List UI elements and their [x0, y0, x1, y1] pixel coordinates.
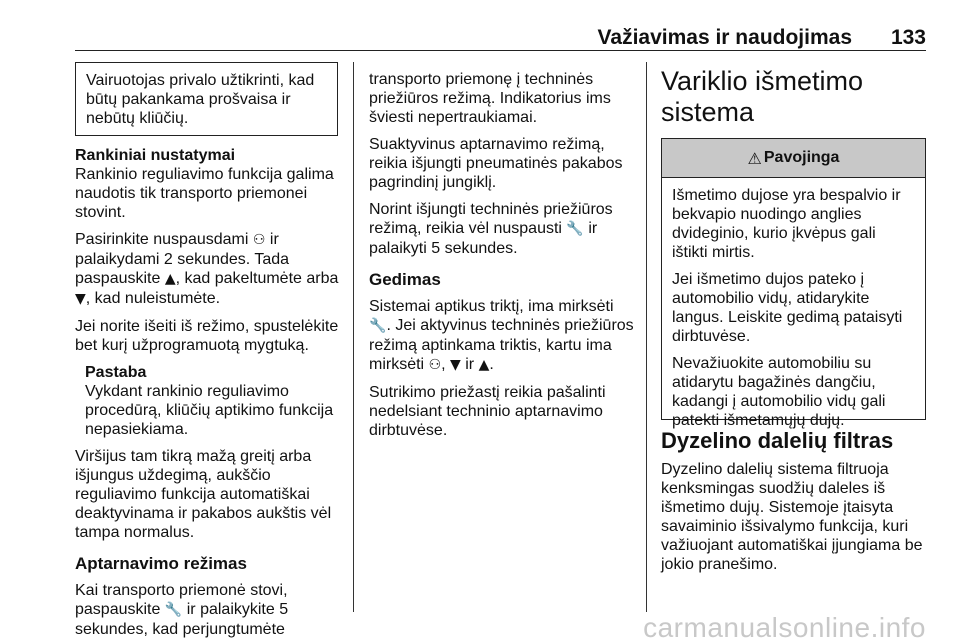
dpf-heading: Dyzelino dalelių filtras	[661, 428, 894, 453]
arrow-down-icon: ▼	[75, 291, 86, 307]
manual-paragraph-3: Jei norite išeiti iš režimo, spustelėkite bet kurį užprogramuotą mygtuką.	[75, 318, 339, 354]
column-1	[75, 146, 343, 639]
repair-paragraph: Sutrikimo priežastį reikia pašalinti nedelsiant techninio aptarnavimo dirbtuvėse.	[369, 384, 606, 439]
warning-body	[662, 178, 925, 446]
dpf-paragraph: Dyzelino dalelių sistema filtruoja kenksmingas suodžių daleles iš išmetimo dujų. Sistemoje įtaisyta savaiminio išsivalymo funkcija, kuri važiuojant automatiškai įjungiama be jokio pranešimo.	[661, 461, 923, 573]
arrow-up-icon: ▲	[164, 271, 176, 287]
service-heading: Aptarnavimo režimas	[75, 554, 247, 573]
warning-paragraph-3: Nevažiuokite automobiliu su atidarytu bagažinės dangčiu, kadangi į automobilio vidų gali patekti išmetamųjų dujų.	[672, 355, 886, 429]
header-rule	[75, 50, 926, 51]
remark-label: Pastaba	[85, 364, 147, 381]
wrench-icon: 🔧	[164, 602, 183, 618]
warning-label: Pavojinga	[763, 149, 840, 166]
wrench-icon: 🔧	[566, 221, 584, 237]
manual-paragraph-1: Rankinio reguliavimo funkcija galima naudotis tik transporto priemonei stovint.	[75, 166, 334, 221]
arrow-up-icon: ▲	[478, 357, 490, 373]
service-continued-paragraph: transporto priemonę į techninės priežiūros režimą. Indikatorius ims šviesti nepertraukiamai.	[369, 71, 611, 126]
column-3	[661, 66, 926, 128]
column-divider-1	[353, 62, 354, 612]
column-divider-2	[646, 62, 647, 612]
manual-paragraph-2: Pasirinkite nuspausdami ⚇ ir palaikydami 2 sekundes. Tada paspauskite ▲, kad pakeltumėte arba ▼, kad nuleistumėte.	[75, 231, 339, 307]
warning-paragraph-1: Išmetimo dujose yra bespalvio ir bekvapio nuodingo anglies dvideginio, kurio įkvėpus gali ištikti mirtis.	[672, 187, 901, 261]
section-title: Variklio išmetimo sistema	[661, 66, 864, 127]
fault-heading: Gedimas	[369, 270, 441, 289]
fault-paragraph: Sistemai aptikus triktį, ima mirksėti 🔧. Jei aktyvinus techninės priežiūros režimą aptinkama triktis, kartu ima mirksėti ⚇, ▼ ir ▲.	[369, 298, 634, 373]
warning-paragraph-2: Jei išmetimo dujos pateko į automobilio vidų, atidarykite langus. Leiskite gedimą pataisyti dirbtuvėse.	[672, 271, 903, 345]
page-number: 133	[890, 26, 926, 49]
service-active-paragraph: Suaktyvinus aptarnavimo režimą, reikia išjungti pneumatinės pakabos pagrindinį jungiklį.	[369, 136, 623, 191]
wrench-icon: 🔧	[369, 318, 387, 334]
column-2	[369, 70, 639, 440]
header-title: Važiavimas ir naudojimas	[597, 26, 852, 49]
service-exit-paragraph: Norint išjungti techninės priežiūros režimą, reikia vėl nuspausti 🔧 ir palaikyti 5 sekundes.	[369, 201, 613, 257]
remark-text: Vykdant rankinio reguliavimo procedūrą, kliūčių aptikimo funkcija nepasiekiama.	[85, 383, 334, 438]
remark-block	[75, 363, 343, 439]
speed-paragraph: Viršijus tam tikrą mažą greitį arba išjungus uždegimą, aukščio reguliavimo funkcija automatiškai deaktyvinama ir pakabos aukštis vėl tampa normalus.	[75, 448, 332, 541]
warning-triangle-icon: ⚠	[747, 148, 762, 168]
note-text: Vairuotojas privalo užtikrinti, kad būtų pakankama prošvaisa ir nebūtų kliūčių.	[86, 72, 315, 127]
arrow-down-icon: ▼	[450, 357, 461, 373]
manual-heading: Rankiniai nustatymai	[75, 147, 236, 164]
dpf-section	[661, 428, 929, 574]
note-box	[75, 62, 338, 136]
service-paragraph: Kai transporto priemonė stovi, paspauskite 🔧 ir palaikykite 5 sekundes, kad perjungtumėte	[75, 582, 289, 638]
warning-header	[662, 139, 925, 178]
suspension-icon: ⚇	[428, 357, 442, 373]
watermark: carmanualsonline.info	[643, 612, 926, 643]
warning-box	[661, 138, 926, 429]
suspension-icon: ⚇	[252, 232, 266, 248]
